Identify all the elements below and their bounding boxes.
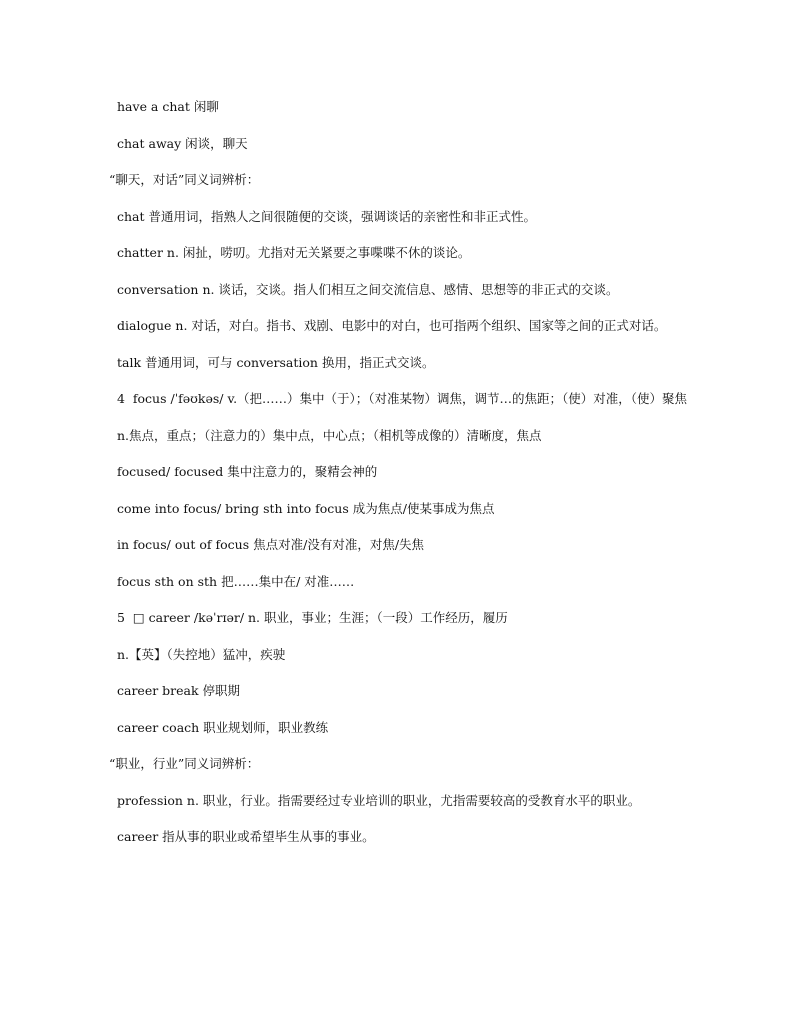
- document-body: [109, 97, 707, 864]
- definition-profession: profession n. 职业，行业。指需要经过专业培训的职业，尤指需要较高的受教育水平的职业。: [117, 792, 641, 808]
- phrase-career-coach: career coach 职业规划师，职业教练: [117, 719, 329, 735]
- phrase-have-a-chat: have a chat 闲聊: [117, 99, 219, 114]
- phrase-focused: focused/ focused 集中注意力的，聚精会神的: [117, 464, 378, 479]
- synonym-heading-chat: “聊天，对话”同义词辨析：: [109, 172, 260, 187]
- phrase-chat-away: chat away 闲谈，聊天: [117, 135, 248, 151]
- phrase-career-break: career break 停职期: [117, 683, 241, 698]
- definition-focus-noun: n.焦点，重点；（注意力的）集中点，中心点；（相机等成像的）清晰度，焦点: [117, 427, 542, 443]
- entry-career: 5 □ career /kəˈrɪər/ n. 职业，事业；生涯；（一段）工作经历，履历: [117, 610, 508, 625]
- phrase-come-into-focus: come into focus/ bring sth into focus 成为焦点/使某事成为焦点: [117, 500, 495, 516]
- definition-career: career 指从事的职业或希望毕生从事的事业。: [117, 829, 375, 844]
- definition-chatter: chatter n. 闲扯，唠叨。尤指对无关紧要之事喋喋不休的谈论。: [117, 245, 471, 260]
- definition-talk: talk 普通用词，可与 conversation 换用，指正式交谈。: [117, 354, 435, 370]
- phrase-focus-on: focus sth on sth 把……集中在/ 对准……: [117, 573, 355, 589]
- phrase-in-focus: in focus/ out of focus 焦点对准/没有对准，对焦/失焦: [117, 537, 425, 552]
- entry-focus: 4 focus /ˈfəʊkəs/ v.（把……）集中（于）；（对准某物）调焦，调节…的焦距；（使）对准，（使）聚焦: [117, 391, 688, 406]
- definition-chat: chat 普通用词，指熟人之间很随便的交谈，强调谈话的亲密性和非正式性。: [117, 208, 537, 224]
- synonym-heading-career: “职业，行业”同义词辨析：: [109, 756, 260, 771]
- definition-conversation: conversation n. 谈话，交谈。指人们相互之间交流信息、感情、思想等的非正式的交谈。: [117, 281, 619, 297]
- definition-career-noun: n.【英】（失控地）猛冲，疾驶: [117, 646, 286, 662]
- definition-dialogue: dialogue n. 对话，对白。指书、戏剧、电影中的对白，也可指两个组织、国家等之间的正式对话。: [117, 318, 667, 333]
